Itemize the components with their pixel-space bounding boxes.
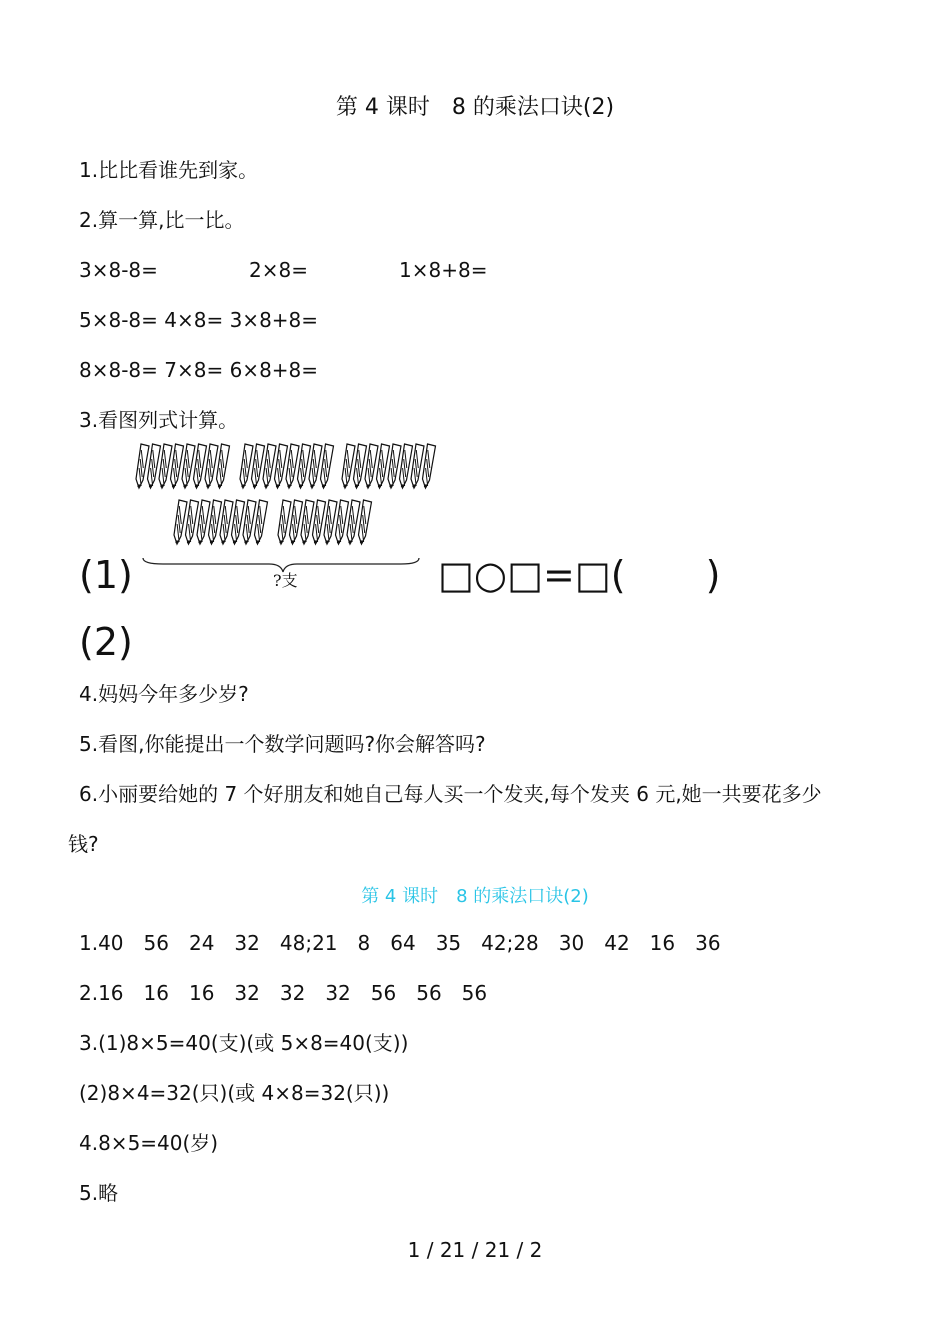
pencil	[321, 444, 334, 488]
pencil-tip	[253, 484, 256, 487]
pencil-group	[342, 444, 436, 488]
pencil-tip	[198, 540, 201, 543]
pencil	[286, 444, 299, 488]
equals-sign: =	[542, 553, 575, 597]
pencil	[309, 444, 322, 488]
pencil-tip	[206, 484, 209, 487]
unit-open-paren: (	[610, 553, 626, 597]
answer-4: 4.8×5=40(岁)	[79, 1131, 219, 1155]
question-4: 4.妈妈今年多少岁?	[79, 682, 249, 706]
answer-box: □	[574, 553, 611, 597]
answer-box: □	[438, 553, 474, 597]
pencil-tip	[389, 484, 392, 487]
pencil-tip	[276, 484, 279, 487]
pencil	[255, 500, 268, 544]
pencil-tip	[412, 484, 415, 487]
pencil-group	[174, 500, 268, 544]
question-6-continued: 钱?	[68, 832, 99, 856]
unit-close-paren: )	[705, 553, 721, 597]
pencil	[197, 500, 210, 544]
answer-3-2: (2)8×4=32(只)(或 4×8=32(只))	[79, 1081, 390, 1105]
pencil-tip	[310, 484, 313, 487]
q3-part-1: (1)	[79, 553, 133, 597]
pencil	[290, 500, 303, 544]
answer-5: 5.略	[79, 1181, 119, 1205]
pencil	[347, 500, 360, 544]
q2-row: 5×8-8= 4×8= 3×8+8=	[79, 308, 319, 332]
pencil	[182, 444, 195, 488]
pencil	[324, 500, 337, 544]
pencil-tip	[172, 484, 175, 487]
pencil-tip	[366, 484, 369, 487]
pencil-tip	[378, 484, 381, 487]
pencil-tip	[160, 484, 163, 487]
pencil-tip	[325, 540, 328, 543]
q2-expression: 3×8-8=	[79, 258, 158, 282]
q2-expression: 2×8=	[249, 258, 308, 282]
answer-box: □	[507, 553, 543, 597]
brace-label: ?支	[273, 571, 298, 590]
pencil-tip	[291, 540, 294, 543]
pencil	[400, 444, 413, 488]
q3-part-2: (2)	[79, 620, 133, 664]
operator-circle: ○	[473, 553, 508, 597]
pencil	[220, 500, 233, 544]
pencil-tip	[355, 484, 358, 487]
answer-title: 第 4 课时 8 的乘法口诀(2)	[361, 886, 589, 907]
pencil-tip	[322, 484, 325, 487]
pencil	[194, 444, 207, 488]
answer-3-1: 3.(1)8×5=40(支)(或 5×8=40(支))	[79, 1031, 409, 1055]
pencil-tip	[195, 484, 198, 487]
pencil	[377, 444, 390, 488]
q2-row: 8×8-8= 7×8= 6×8+8=	[79, 358, 319, 382]
pencil	[232, 500, 245, 544]
pencil-group	[240, 444, 334, 488]
pencil	[354, 444, 367, 488]
pencil-tip	[256, 540, 259, 543]
pencil	[159, 444, 172, 488]
pencil	[243, 500, 256, 544]
pencil-tip	[401, 484, 404, 487]
q2-expression: 1×8+8=	[399, 258, 488, 282]
page-footer: 1 / 21 / 21 / 2	[407, 1238, 543, 1262]
pencil-tip	[221, 540, 224, 543]
pencil-tip	[183, 484, 186, 487]
pencil-tip	[299, 484, 302, 487]
pencil	[217, 444, 230, 488]
question-5: 5.看图,你能提出一个数学问题吗?你会解答吗?	[79, 732, 486, 756]
pencil-tip	[264, 484, 267, 487]
pencil	[313, 500, 326, 544]
pencil-tip	[343, 484, 346, 487]
pencil	[336, 500, 349, 544]
pencil-group	[278, 500, 372, 544]
lesson-title: 第 4 课时 8 的乘法口诀(2)	[335, 95, 615, 120]
pencil	[275, 444, 288, 488]
pencil	[240, 444, 253, 488]
pencil-tip	[218, 484, 221, 487]
pencil-tip	[360, 540, 363, 543]
q3-formula	[438, 553, 720, 597]
question-2: 2.算一算,比一比。	[79, 208, 245, 232]
answer-2: 2.16 16 16 32 32 32 56 56 56	[79, 981, 488, 1005]
pencil	[411, 444, 424, 488]
pencil	[359, 500, 372, 544]
pencil	[301, 500, 314, 544]
pencil	[278, 500, 291, 544]
pencil	[342, 444, 355, 488]
answer-1: 1.40 56 24 32 48;21 8 64 35 42;28 30 42 16 36	[79, 931, 721, 955]
pencil-tip	[424, 484, 427, 487]
pencil	[136, 444, 149, 488]
pencil-illustration	[133, 440, 443, 599]
pencil-tip	[302, 540, 305, 543]
pencil	[263, 444, 276, 488]
pencil-group	[136, 444, 230, 488]
pencil	[148, 444, 161, 488]
pencil-tip	[279, 540, 282, 543]
pencil-tip	[149, 484, 152, 487]
pencils-graphic	[133, 440, 443, 595]
pencil	[171, 444, 184, 488]
pencil-tip	[137, 484, 140, 487]
pencil-tip	[337, 540, 340, 543]
pencil	[209, 500, 222, 544]
pencil-tip	[244, 540, 247, 543]
pencil	[388, 444, 401, 488]
pencil-tip	[233, 540, 236, 543]
question-6: 6.小丽要给她的 7 个好朋友和她自己每人买一个发夹,每个发夹 6 元,她一共要花多少	[79, 782, 822, 806]
pencil-tip	[210, 540, 213, 543]
pencil	[252, 444, 265, 488]
pencil	[365, 444, 378, 488]
pencil	[298, 444, 311, 488]
brace	[143, 558, 419, 572]
pencil-tip	[187, 540, 190, 543]
pencil-tip	[175, 540, 178, 543]
pencil	[205, 444, 218, 488]
pencil-tip	[348, 540, 351, 543]
pencil	[174, 500, 187, 544]
pencil-tip	[314, 540, 317, 543]
pencil	[186, 500, 199, 544]
pencil-tip	[241, 484, 244, 487]
question-3: 3.看图列式计算。	[79, 408, 239, 432]
pencil	[423, 444, 436, 488]
question-1: 1.比比看谁先到家。	[79, 158, 259, 182]
pencil-tip	[287, 484, 290, 487]
